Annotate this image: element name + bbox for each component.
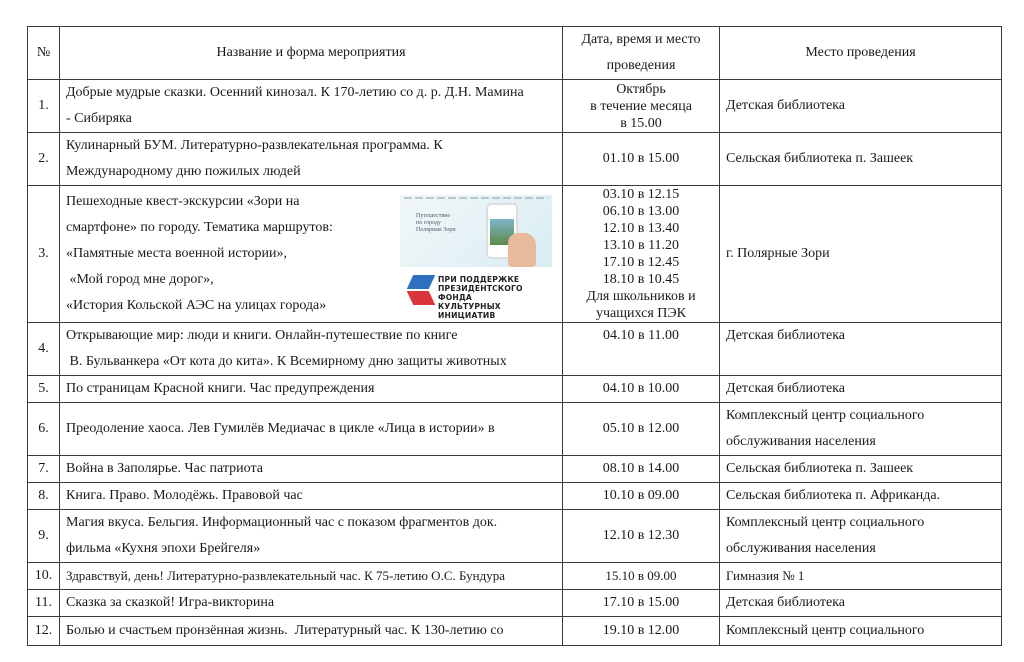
event-date-line: 04.10 в 11.00: [602, 328, 680, 343]
event-place-cell: [720, 376, 1002, 403]
header-event-name: Название и форма мероприятия: [60, 27, 563, 80]
row-number: 9.: [28, 510, 60, 563]
row-number: 8.: [28, 483, 60, 510]
promo-title-line: Полярные Зори: [416, 227, 456, 233]
event-date-spacer: [569, 349, 713, 375]
row-number: 4.: [28, 323, 60, 376]
event-place-line: Детская библиотека: [726, 98, 845, 113]
event-date-line: Октябрь: [616, 81, 666, 97]
event-date-line: 13.10 в 11.20: [602, 238, 680, 253]
table-row: [28, 510, 1002, 563]
event-date-line: 17.10 в 12.45: [602, 255, 680, 270]
event-date-cell: [563, 403, 720, 456]
event-name-with-promo: [66, 189, 556, 319]
table-row: [28, 483, 1002, 510]
event-place-line: Комплексный центр социального: [726, 515, 925, 530]
table-row: [28, 133, 1002, 186]
events-schedule-table: [27, 26, 1002, 646]
event-place-line: Гимназия № 1: [726, 568, 805, 583]
event-name-cell: [60, 590, 563, 617]
table-row: [28, 456, 1002, 483]
event-place-cell: [720, 80, 1002, 133]
row-number: 11.: [28, 590, 60, 617]
row-number: 6.: [28, 403, 60, 456]
event-name-line: Война в Заполярье. Час патриота: [66, 461, 263, 476]
row-number: 1.: [28, 80, 60, 133]
event-date-cell: [563, 617, 720, 646]
event-name-line: Преодоление хаоса. Лев Гумилёв Медиачас в цикле «Лица в истории» в: [66, 421, 495, 436]
event-date-cell: [563, 510, 720, 563]
event-date-line: 06.10 в 13.00: [602, 204, 680, 219]
event-name-cell: [60, 563, 563, 590]
event-place-spacer: [726, 349, 995, 375]
event-place-line: Комплексный центр социального: [726, 623, 925, 638]
event-date-line: 04.10 в 10.00: [602, 381, 680, 396]
event-date-line: 01.10 в 15.00: [602, 151, 680, 166]
event-name-line: Пешеходные квест-экскурсии «Зори на: [66, 194, 300, 209]
event-name-line: «История Кольской АЭС на улицах города»: [66, 298, 327, 313]
event-date-cell: [563, 186, 720, 323]
event-place-line: Детская библиотека: [726, 381, 845, 396]
promo-banner-image: [400, 195, 552, 320]
event-place-cell: [720, 186, 1002, 323]
event-name-cell: [60, 617, 563, 646]
event-name-line: Книга. Право. Молодёжь. Правовой час: [66, 488, 303, 503]
event-name-text: [66, 189, 400, 319]
event-place-cell: [720, 563, 1002, 590]
event-name-line: В. Бульванкера «От кота до кита». К Всемирному дню защиты животных: [66, 354, 507, 369]
event-date-line: 12.10 в 13.40: [602, 221, 680, 236]
event-date-cell: [563, 133, 720, 186]
row-number: 5.: [28, 376, 60, 403]
event-name-line: - Сибиряка: [66, 111, 132, 126]
event-name-cell: [60, 323, 563, 376]
event-place-cell: [720, 483, 1002, 510]
event-date-line: 10.10 в 09.00: [602, 488, 680, 503]
event-name-cell: [60, 456, 563, 483]
event-place-cell: [720, 403, 1002, 456]
event-date-cell: [563, 456, 720, 483]
event-place-line: обслуживания населения: [726, 541, 876, 556]
table-row: [28, 323, 1002, 376]
table-row: [28, 590, 1002, 617]
event-date-line: учащихся ПЭК: [596, 306, 686, 321]
event-place-line: Сельская библиотека п. Африканда.: [726, 488, 941, 503]
event-name-cell: [60, 80, 563, 133]
event-name-cell: [60, 186, 563, 323]
event-name-line: фильма «Кухня эпохи Брейгеля»: [66, 541, 261, 556]
promo-title-line: по городу: [416, 220, 441, 226]
fund-logo-line: ПРЕЗИДЕНТСКОГО ФОНДА: [438, 284, 523, 302]
event-date-line: 03.10 в 12.15: [602, 187, 680, 202]
row-number: 12.: [28, 617, 60, 646]
promo-title: [416, 213, 456, 234]
table-row: [28, 376, 1002, 403]
header-date-line: проведения: [606, 58, 676, 73]
event-place-line: Детская библиотека: [726, 595, 845, 610]
event-name-line: «Памятные места военной истории»,: [66, 246, 287, 261]
event-date-line: в 15.00: [620, 115, 662, 131]
event-name-line: «Мой город мне дорог»,: [66, 272, 214, 287]
table-row: [28, 80, 1002, 133]
event-place-line: г. Полярные Зори: [726, 246, 830, 261]
table-row: [28, 617, 1002, 646]
header-date: [563, 27, 720, 80]
header-number: №: [28, 27, 60, 80]
fund-logo-line: КУЛЬТУРНЫХ ИНИЦИАТИВ: [438, 302, 501, 320]
event-name-line: По страницам Красной книги. Час предупреждения: [66, 381, 375, 396]
event-name-line: Открывающие мир: люди и книги. Онлайн-путешествие по книге: [66, 328, 458, 343]
event-date-line: Для школьников и: [586, 289, 696, 304]
event-name-line: Международному дню пожилых людей: [66, 164, 301, 179]
header-place: Место проведения: [720, 27, 1002, 80]
event-name-line: Здравствуй, день! Литературно-развлекательный час. К 75-летию О.С. Бундура: [66, 568, 505, 583]
event-place-cell: [720, 323, 1002, 376]
event-date-line: 19.10 в 12.00: [602, 623, 680, 638]
event-name-cell: [60, 403, 563, 456]
event-date-cell: [563, 80, 720, 133]
event-name-cell: [60, 510, 563, 563]
event-place-line: Сельская библиотека п. Зашеек: [726, 151, 914, 166]
event-name-line: Добрые мудрые сказки. Осенний кинозал. К 170-летию со д. р. Д.Н. Мамина: [66, 85, 524, 100]
table-row: [28, 186, 1002, 323]
event-date-line: 08.10 в 14.00: [602, 461, 680, 476]
event-date-line: 18.10 в 10.45: [602, 272, 680, 287]
event-place-cell: [720, 133, 1002, 186]
row-number: 3.: [28, 186, 60, 323]
event-date-line: 12.10 в 12.30: [602, 528, 680, 543]
event-name-line: Кулинарный БУМ. Литературно-развлекательная программа. К: [66, 138, 443, 153]
event-name-line: Болью и счастьем пронзённая жизнь. Литературный час. К 130-летию со: [66, 623, 504, 638]
header-date-line: Дата, время и место: [581, 32, 701, 47]
event-place-line: Детская библиотека: [726, 328, 845, 343]
row-number: 10.: [28, 563, 60, 590]
event-place-line: Комплексный центр социального: [726, 408, 925, 423]
event-date-line: в течение месяца: [590, 98, 692, 114]
promo-title-line: Путешествие: [416, 213, 451, 219]
event-name-cell: [60, 133, 563, 186]
event-date-line: 05.10 в 12.00: [602, 421, 680, 436]
fund-logo-line: ПРИ ПОДДЕРЖКЕ: [438, 275, 520, 284]
event-date-cell: [563, 563, 720, 590]
event-place-cell: [720, 510, 1002, 563]
event-name-cell: [60, 376, 563, 403]
event-place-line: обслуживания населения: [726, 434, 876, 449]
presidential-fund-logo-icon: [406, 273, 432, 307]
hand-icon: [508, 233, 536, 267]
event-date-cell: [563, 323, 720, 376]
event-name-cell: [60, 483, 563, 510]
event-date-line: 17.10 в 15.00: [602, 595, 680, 610]
event-place-line: Сельская библиотека п. Зашеек: [726, 461, 914, 476]
website-nav-strip: [404, 197, 548, 199]
event-place-cell: [720, 617, 1002, 646]
event-place-cell: [720, 590, 1002, 617]
fund-logo-text: [438, 275, 552, 320]
event-name-line: смартфоне» по городу. Тематика маршрутов:: [66, 220, 333, 235]
event-date-line: 15.10 в 09.00: [605, 568, 677, 583]
logo-blue-stripe: [407, 275, 436, 289]
event-date-cell: [563, 590, 720, 617]
row-number: 7.: [28, 456, 60, 483]
logo-red-stripe: [407, 291, 436, 305]
table-header-row: [28, 27, 1002, 80]
event-date-cell: [563, 376, 720, 403]
row-number: 2.: [28, 133, 60, 186]
event-name-line: Сказка за сказкой! Игра-викторина: [66, 595, 275, 610]
event-name-line: Магия вкуса. Бельгия. Информационный час с показом фрагментов док.: [66, 515, 498, 530]
table-row: [28, 403, 1002, 456]
event-place-cell: [720, 456, 1002, 483]
event-date-cell: [563, 483, 720, 510]
table-row: [28, 563, 1002, 590]
city-map-background: [400, 195, 552, 267]
